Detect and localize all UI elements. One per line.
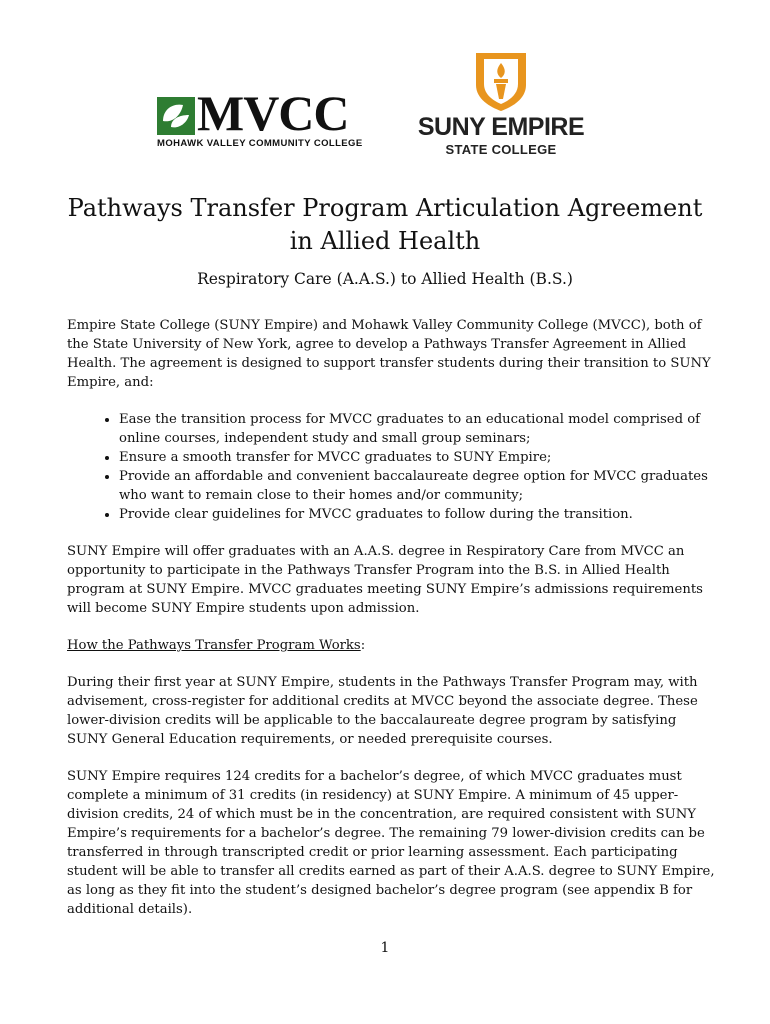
torch-shield-icon	[472, 47, 530, 113]
intro-paragraph: Empire State College (SUNY Empire) and Mohawk Valley Community College (MVCC), both of the State University of New York, agree to develop a Pathways Transfer Agreement in Allied Health. The agreement is designed to support transfer students during their transition to SUNY Empire, and:	[67, 318, 711, 390]
mvcc-logo	[157, 85, 363, 152]
list-item: • Ease the transition process for MVCC graduates to an educational model comprised of online courses, independent study and small group seminars;	[119, 410, 717, 448]
suny-logo-subtitle: STATE COLLEGE	[445, 142, 557, 157]
list-item: • Provide an affordable and convenient baccalaureate degree option for MVCC graduates who want to remain close to their homes and/or community;	[119, 467, 717, 505]
heading-colon: :	[360, 638, 366, 653]
mvcc-logo-text: MVCC	[197, 85, 349, 141]
how-it-works-heading-text: How the Pathways Transfer Program Works	[67, 638, 361, 653]
first-year-paragraph: During their first year at SUNY Empire, students in the Pathways Transfer Program may, with advisement, cross-register for additional credits at MVCC beyond the associate degree. These lower-division credits will be applicable to the baccalaureate degree program by satisfying SUNY General Education requirements, or needed prerequisite courses.	[67, 675, 698, 747]
mvcc-leaf-icon	[157, 97, 195, 135]
credits-paragraph: SUNY Empire requires 124 credits for a bachelor’s degree, of which MVCC graduates must complete a minimum of 31 credits (in residency) at SUNY Empire. A minimum of 45 upper-division credits, 24 of which must be in the concentration, are required consistent with SUNY Empire’s requirements for a bachelor’s degree. The remaining 79 lower-division credits can be transferred in through transcripted credit or prior learning assessment. Each participating student will be able to transfer all credits earned as part of their A.A.S. degree to SUNY Empire, as long as they fit into the student’s designed bachelor’s degree program (see appendix B for additional details).	[67, 769, 715, 917]
list-item: • Provide clear guidelines for MVCC graduates to follow during the transition.	[119, 505, 717, 524]
title-line-2: in Allied Health	[289, 227, 481, 255]
document-subtitle: Respiratory Care (A.A.S.) to Allied Health (B.S.)	[197, 270, 573, 288]
suny-empire-logo	[406, 47, 596, 162]
document-body	[67, 316, 717, 937]
document-title	[0, 192, 770, 258]
logo-header	[0, 0, 770, 170]
page-number: 1	[380, 940, 390, 956]
goals-list	[67, 410, 717, 524]
mvcc-logo-subtitle: MOHAWK VALLEY COMMUNITY COLLEGE	[157, 138, 363, 149]
program-paragraph: SUNY Empire will offer graduates with an A.A.S. degree in Respiratory Care from MVCC an opportunity to participate in the Pathways Transfer Program into the B.S. in Allied Health program at SUNY Empire. MVCC graduates meeting SUNY Empire’s admissions requirements will become SUNY Empire students upon admission.	[67, 544, 703, 616]
how-it-works-heading	[67, 636, 717, 655]
suny-logo-name: SUNY EMPIRE	[417, 113, 585, 141]
list-item: • Ensure a smooth transfer for MVCC graduates to SUNY Empire;	[119, 448, 717, 467]
title-line-1: Pathways Transfer Program Articulation Agreement	[67, 194, 703, 222]
